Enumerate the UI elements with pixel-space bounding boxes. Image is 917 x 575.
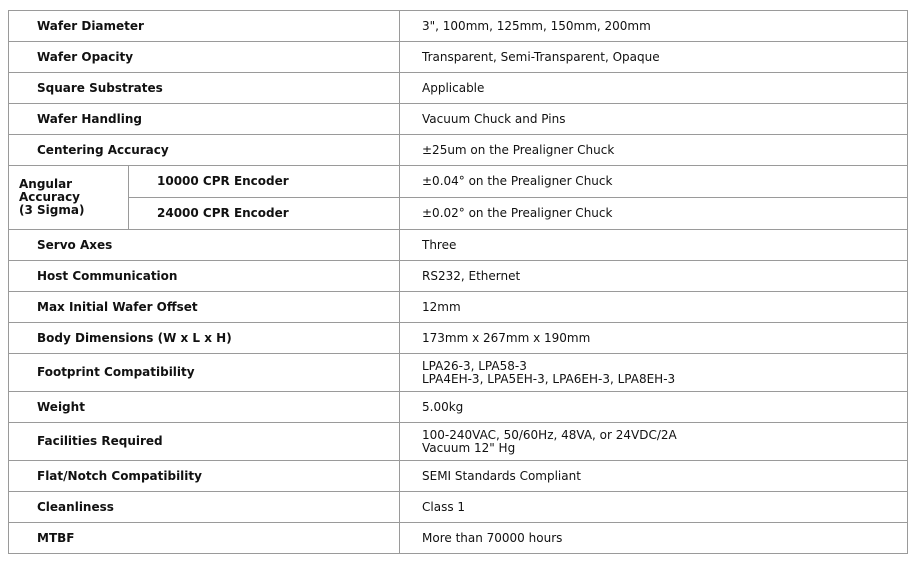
spec-label: Wafer Handling [9,104,400,135]
table-row [9,392,908,423]
spec-value: ±0.04° on the Prealigner Chuck [400,166,908,198]
table-row [9,73,908,104]
table-row [9,354,908,392]
spec-label: Max Initial Wafer Offset [9,292,400,323]
table-row [9,42,908,73]
spec-value: More than 70000 hours [400,523,908,554]
spec-value: SEMI Standards Compliant [400,461,908,492]
value-line: LPA4EH-3, LPA5EH-3, LPA6EH-3, LPA8EH-3 [422,371,676,386]
value-line: 100-240VAC, 50/60Hz, 48VA, or 24VDC/2A [422,427,677,442]
spec-value: ±25um on the Prealigner Chuck [400,135,908,166]
spec-value: Class 1 [400,492,908,523]
spec-label: Wafer Opacity [9,42,400,73]
table-row [9,11,908,42]
spec-label: Flat/Notch Compatibility [9,461,400,492]
spec-label: Cleanliness [9,492,400,523]
spec-label: Host Communication [9,261,400,292]
specifications-table [8,10,908,554]
spec-label: Weight [9,392,400,423]
table-row [9,492,908,523]
spec-value: Transparent, Semi-Transparent, Opaque [400,42,908,73]
table-row [9,104,908,135]
spec-value: RS232, Ethernet [400,261,908,292]
spec-label: Centering Accuracy [9,135,400,166]
table-row [9,230,908,261]
label-line: (3 Sigma) [19,203,85,217]
table-row [9,423,908,461]
table-row [9,135,908,166]
label-line: Angular [19,177,73,191]
spec-value: 5.00kg [400,392,908,423]
spec-value: Applicable [400,73,908,104]
table-row [9,523,908,554]
spec-label: Wafer Diameter [9,11,400,42]
spec-value-multiline [400,354,908,392]
spec-label: Facilities Required [9,423,400,461]
spec-label: Servo Axes [9,230,400,261]
angular-accuracy-label [9,166,129,230]
encoder-label: 24000 CPR Encoder [129,198,400,230]
table-row [9,292,908,323]
spec-value: 173mm x 267mm x 190mm [400,323,908,354]
spec-table-container [8,10,908,554]
value-line: LPA26-3, LPA58-3 [422,358,527,373]
spec-value: ±0.02° on the Prealigner Chuck [400,198,908,230]
table-row [9,261,908,292]
spec-value-multiline [400,423,908,461]
spec-value: Vacuum Chuck and Pins [400,104,908,135]
table-row [9,461,908,492]
spec-value: 3", 100mm, 125mm, 150mm, 200mm [400,11,908,42]
spec-value: 12mm [400,292,908,323]
spec-value: Three [400,230,908,261]
spec-label: Square Substrates [9,73,400,104]
table-row [9,323,908,354]
table-row [9,198,908,230]
table-row [9,166,908,198]
encoder-label: 10000 CPR Encoder [129,166,400,198]
value-line: Vacuum 12" Hg [422,440,516,455]
spec-label: MTBF [9,523,400,554]
label-line: Accuracy [19,190,81,204]
spec-label: Footprint Compatibility [9,354,400,392]
spec-label: Body Dimensions (W x L x H) [9,323,400,354]
